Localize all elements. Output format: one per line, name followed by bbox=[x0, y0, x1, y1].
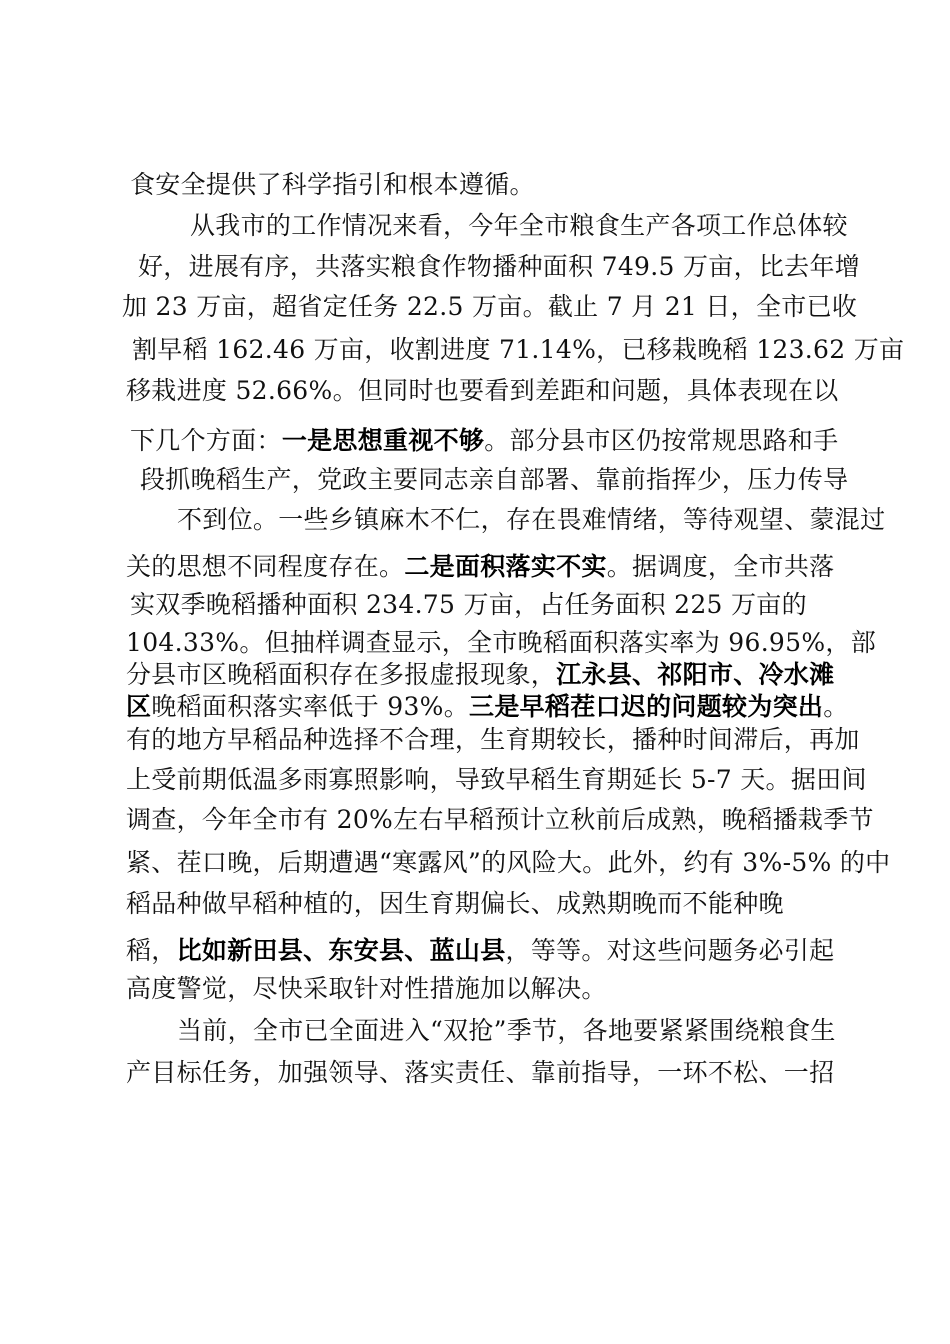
text-run: 不到位。一些乡镇麻木不仁，存在畏难情绪，等待观望、蒙混过 bbox=[177, 505, 886, 534]
text-line bbox=[132, 333, 904, 367]
text-line bbox=[126, 690, 849, 724]
text-line bbox=[126, 934, 834, 968]
text-run: 从我市的工作情况来看，今年全市粮食生产各项工作总体较 bbox=[190, 211, 848, 240]
text-line bbox=[126, 374, 839, 408]
text-run: 晚稻面积落实率低于 93%。 bbox=[151, 692, 470, 721]
text-line bbox=[126, 658, 834, 692]
text-line bbox=[126, 763, 867, 797]
text-run: 分县市区晚稻面积存在多报虚报现象， bbox=[126, 660, 557, 689]
text-run: 好，进展有序，共落实粮食作物播种面积 749.5 万亩，比去年增 bbox=[138, 252, 861, 281]
text-run: 上受前期低温多雨寡照影响，导致早稻生育期延长 5-7 天。据田间 bbox=[126, 765, 867, 794]
text-line bbox=[126, 626, 876, 660]
bold-text-run: 一是思想重视不够 bbox=[281, 426, 485, 455]
text-line bbox=[138, 250, 860, 284]
text-run: 实双季晚稻播种面积 234.75 万亩，占任务面积 225 万亩的 bbox=[130, 590, 807, 619]
text-line bbox=[126, 803, 874, 837]
text-line bbox=[130, 168, 535, 202]
text-line bbox=[126, 1056, 834, 1090]
text-line bbox=[122, 290, 857, 324]
bold-text-run: 江永县、祁阳市、冷水滩 bbox=[556, 660, 835, 689]
text-line bbox=[140, 463, 848, 497]
bold-text-run: 二是面积落实不实 bbox=[404, 552, 607, 581]
text-run: 高度警觉，尽快采取针对性措施加以解决。 bbox=[126, 974, 607, 1003]
bold-text-run: 三是早稻茬口迟的问题较为突出 bbox=[469, 692, 824, 721]
bold-text-run: 比如新田县、东安县、蓝山县 bbox=[176, 936, 506, 965]
text-run: 稻品种做早稻种植的，因生育期偏长、成熟期晚而不能种晚 bbox=[126, 889, 784, 918]
text-line bbox=[177, 503, 885, 537]
text-line bbox=[126, 723, 860, 757]
text-run: 。据调度，全市共落 bbox=[606, 552, 835, 581]
text-run: 。部分县市区仍按常规思路和手 bbox=[484, 426, 839, 455]
text-run: 割早稻 162.46 万亩，收割进度 71.14%，已移栽晚稻 123.62 万亩 bbox=[132, 335, 905, 364]
text-run: 关的思想不同程度存在。 bbox=[126, 552, 405, 581]
bold-text-run: 区 bbox=[126, 692, 152, 721]
text-run: 段抓晚稻生产，党政主要同志亲自部署、靠前指挥少，压力传导 bbox=[140, 465, 849, 494]
text-run: 当前，全市已全面进入“双抢”季节，各地要紧紧围绕粮食生 bbox=[177, 1016, 836, 1045]
text-line bbox=[126, 846, 890, 880]
text-line bbox=[130, 588, 807, 622]
text-run: 下几个方面： bbox=[130, 426, 282, 455]
text-run: 加 23 万亩，超省定任务 22.5 万亩。截止 7 月 21 日，全市已收 bbox=[122, 292, 858, 321]
text-line bbox=[177, 1014, 836, 1048]
text-line bbox=[190, 209, 848, 243]
text-line bbox=[126, 887, 784, 921]
text-run: 调查，今年全市有 20%左右早稻预计立秋前后成熟，晚稻播栽季节 bbox=[126, 805, 874, 834]
text-run: 紧、茬口晚，后期遭遇“寒露风”的风险大。此外，约有 3%-5% 的中 bbox=[126, 848, 891, 877]
text-run: ，等等。对这些问题务必引起 bbox=[505, 936, 835, 965]
text-run: 产目标任务，加强领导、落实责任、靠前指导，一环不松、一招 bbox=[126, 1058, 835, 1087]
text-run: 食安全提供了科学指引和根本遵循。 bbox=[130, 170, 535, 199]
text-line bbox=[126, 550, 834, 584]
text-run: 。 bbox=[823, 692, 849, 721]
text-run: 104.33%。但抽样调查显示，全市晚稻面积落实率为 96.95%，部 bbox=[126, 628, 877, 657]
text-run: 有的地方早稻品种选择不合理，生育期较长，播种时间滞后，再加 bbox=[126, 725, 860, 754]
text-line bbox=[126, 972, 607, 1006]
text-line bbox=[130, 424, 838, 458]
text-run: 移栽进度 52.66%。但同时也要看到差距和问题，具体表现在以 bbox=[126, 376, 839, 405]
text-run: 稻， bbox=[126, 936, 177, 965]
